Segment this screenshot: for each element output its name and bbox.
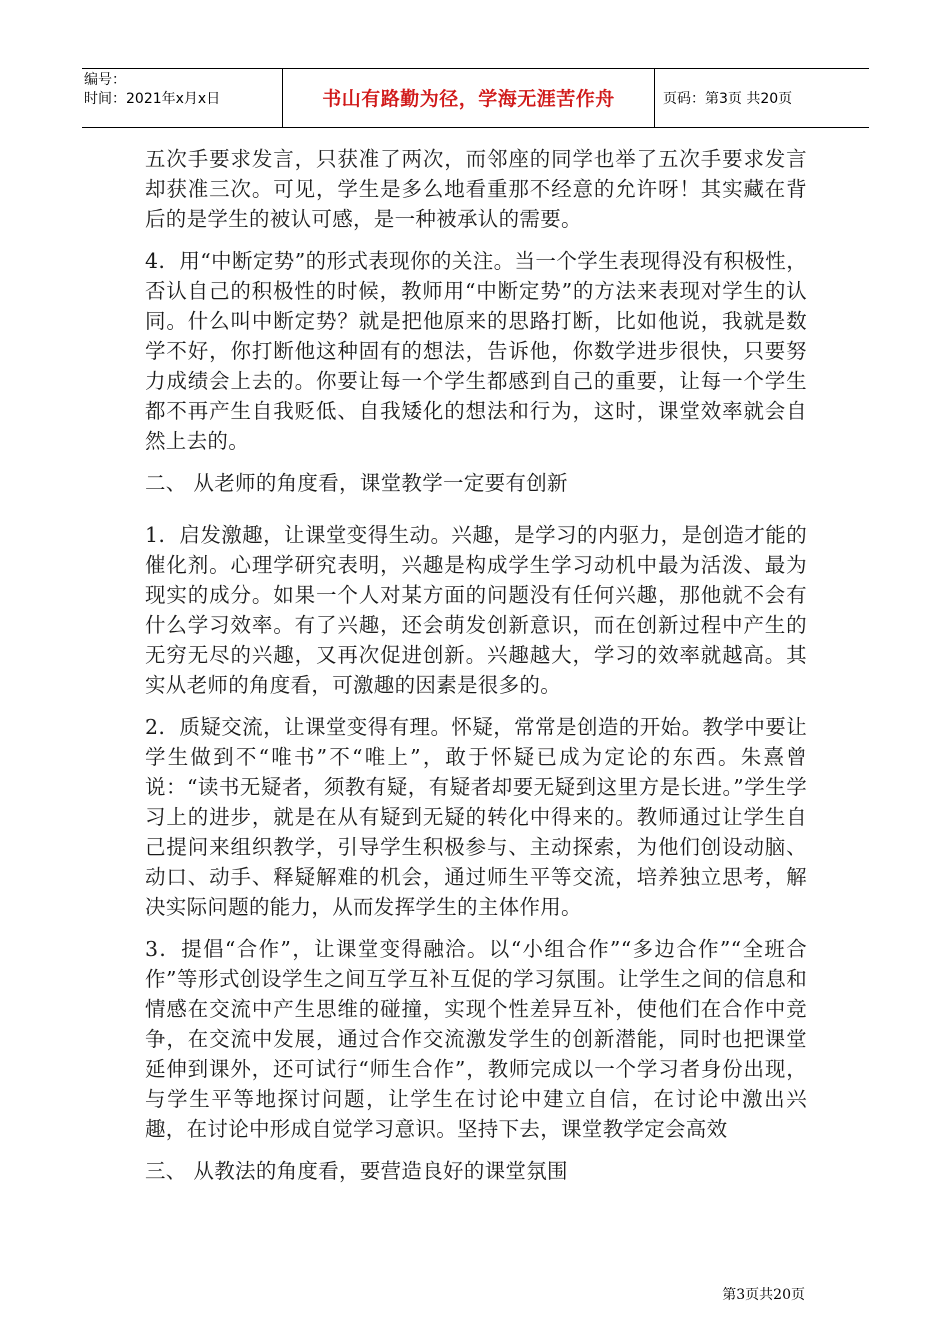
paragraph: 五次手要求发言，只获准了两次，而邻座的同学也举了五次手要求发言却获准三次。可见，学生是多么地看重那不经意的允许呀！其实藏在背后的是学生的被认可感，是一种被承认的需要。 bbox=[145, 147, 807, 231]
header-meta bbox=[82, 69, 283, 127]
paragraph: 4．用“中断定势”的形式表现你的关注。当一个学生表现得没有积极性，否认自己的积极性的时候，教师用“中断定势”的方法来表现对学生的认同。什么叫中断定势？就是把他原来的思路打断，比如他说，我就是数学不好，你打断他这种固有的想法，告诉他，你数学进步很快，只要努力成绩会上去的。你要让每一个学生都感到自己的重要，让每一个学生都不再产生自我贬低、自我矮化的想法和行为，这时，课堂效率就会自然上去的。 bbox=[145, 249, 807, 453]
section-heading: 三、 从教法的角度看，要营造良好的课堂氛围 bbox=[145, 1159, 568, 1183]
header-page-number: 页码：第3页 共20页 bbox=[663, 91, 793, 107]
paragraph: 2．质疑交流，让课堂变得有理。怀疑，常常是创造的开始。教学中要让学生做到不“唯书”不“唯上”，敢于怀疑已成为定论的东西。朱熹曾说：“读书无疑者，须教有疑，有疑者却要无疑到这里方是长进。”学生学习上的进步，就是在从有疑到无疑的转化中得来的。教师通过让学生自己提问来组织教学，引导学生积极参与、主动探索，为他们创设动脑、动口、动手、释疑解难的机会，通过师生平等交流，培养独立思考，解决实际问题的能力，从而发挥学生的主体作用。 bbox=[145, 715, 807, 919]
section-heading: 二、 从老师的角度看，课堂教学一定要有创新 bbox=[145, 471, 568, 495]
header-motto: 书山有路勤为径，学海无涯苦作舟 bbox=[283, 69, 655, 127]
paragraph: 1．启发激趣，让课堂变得生动。兴趣，是学习的内驱力，是创造才能的催化剂。心理学研究表明，兴趣是构成学生学习动机中最为活泼、最为现实的成分。如果一个人对某方面的问题没有任何兴趣，那他就不会有什么学习效率。有了兴趣，还会萌发创新意识，而在创新过程中产生的无穷无尽的兴趣，又再次促进创新。兴趣越大，学习的效率就越高。其实从老师的角度看，可激趣的因素是很多的。 bbox=[145, 523, 807, 697]
time-label: 时间：2021年x月x日 bbox=[84, 91, 221, 107]
page-footer: 第3页共20页 bbox=[722, 1287, 805, 1303]
serial-label: 编号： bbox=[84, 72, 126, 88]
paragraph: 3．提倡“合作”，让课堂变得融洽。以“小组合作”“多边合作”“全班合作”等形式创设学生之间互学互补互促的学习氛围。让学生之间的信息和情感在交流中产生思维的碰撞，实现个性差异互补，使他们在合作中竞争，在交流中发展，通过合作交流激发学生的创新潜能，同时也把课堂延伸到课外，还可试行“师生合作”，教师完成以一个学习者身份出现，与学生平等地探讨问题，让学生在讨论中建立自信，在讨论中激出兴趣，在讨论中形成自觉学习意识。坚持下去，课堂教学定会高效 bbox=[145, 937, 807, 1141]
page-header bbox=[82, 68, 869, 128]
document-body bbox=[145, 144, 807, 1198]
